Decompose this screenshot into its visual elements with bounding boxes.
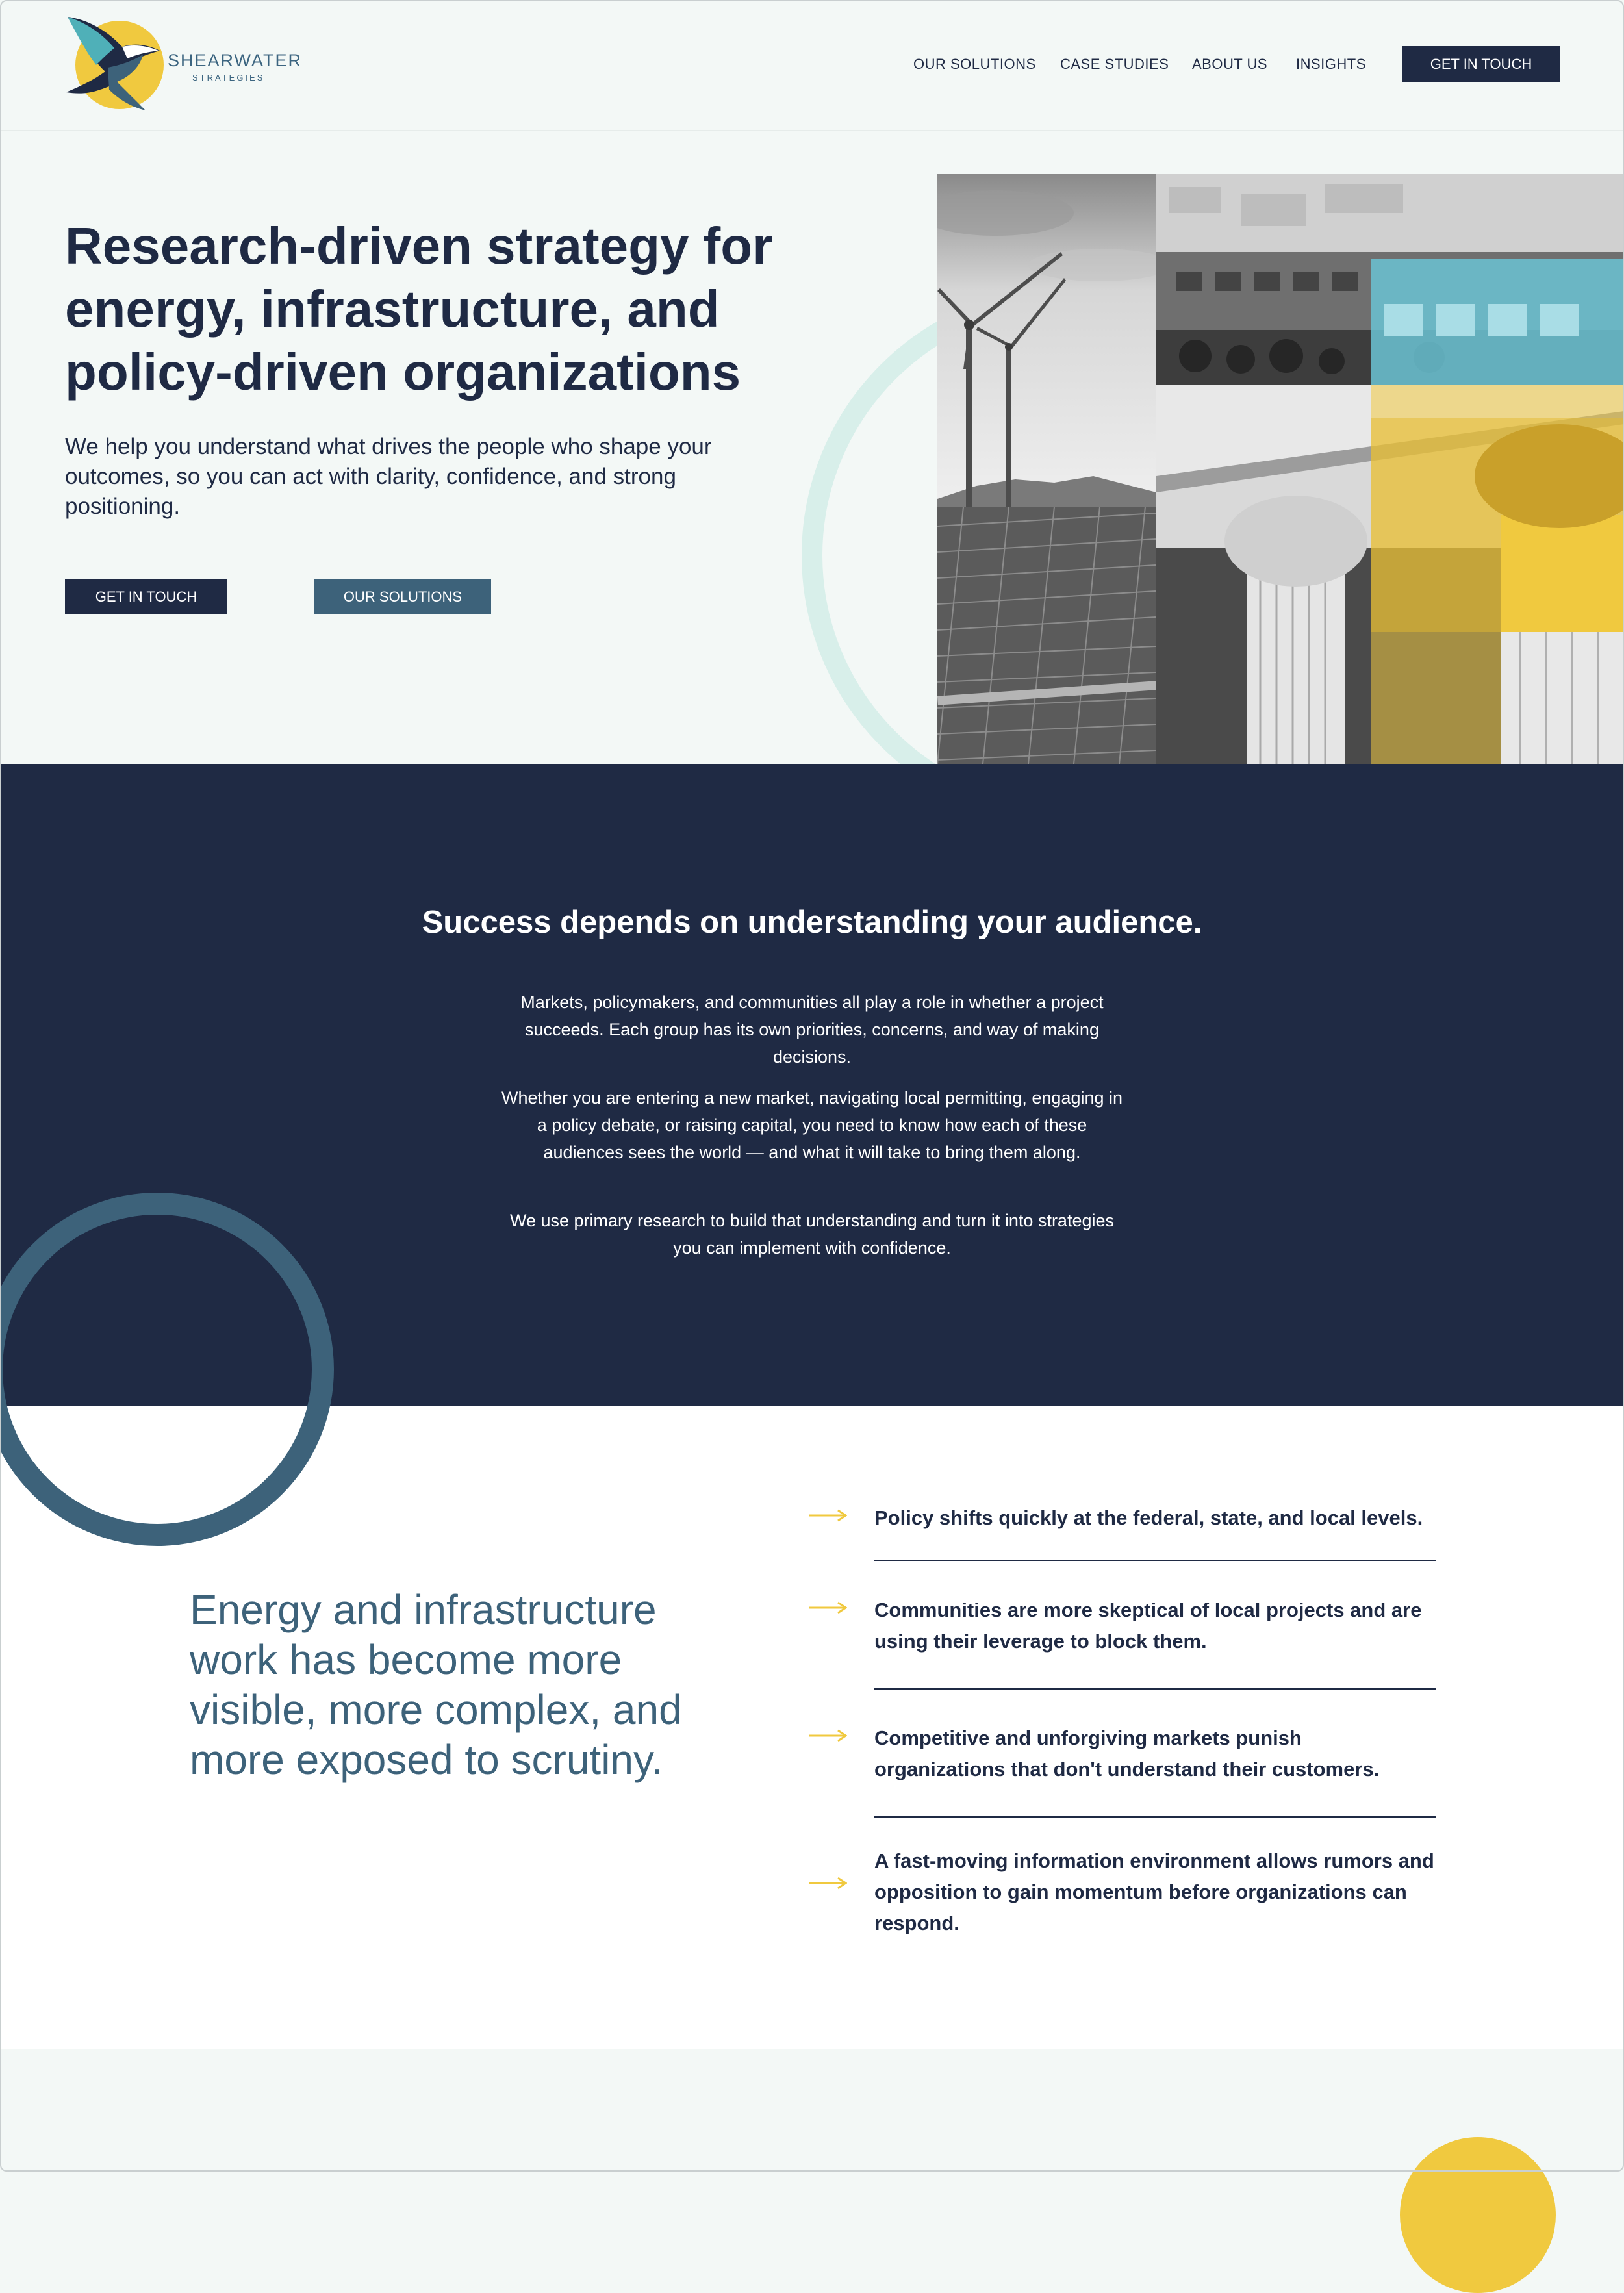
arrow-right-icon xyxy=(809,1877,847,1890)
solar-panels-image xyxy=(937,507,1156,764)
divider xyxy=(874,1560,1436,1561)
challenge-point-text: Communities are more skeptical of local projects and are using their leverage to block them. xyxy=(874,1599,1422,1653)
hero-get-in-touch-button[interactable]: GET IN TOUCH xyxy=(65,579,227,614)
hero-title: Research-driven strategy for energy, infrastructure, and policy-driven organizations xyxy=(65,217,773,401)
audience-paragraph-2: Whether you are entering a new market, navigating local permitting, engaging in a policy debate, or raising capital, you need to know how each of these audiences sees the world — and what it will take to bring them along. xyxy=(501,1088,1123,1162)
arrow-right-icon xyxy=(809,1509,847,1522)
brand-name: SHEARWATER xyxy=(168,51,303,70)
challenge-point-text: A fast-moving information environment allows rumors and opposition to gain momentum before organizations can respond. xyxy=(874,1849,1434,1934)
challenge-point-text: Policy shifts quickly at the federal, state, and local levels. xyxy=(874,1506,1423,1529)
nav-insights[interactable]: INSIGHTS xyxy=(1296,56,1366,72)
audience-paragraph-3: We use primary research to build that understanding and turn it into strategies you can implement with confidence. xyxy=(509,1211,1114,1258)
hero-subtitle: We help you understand what drives the people who shape your outcomes, so you can act with clarity, confidence, and strong positioning. xyxy=(65,434,712,519)
arrow-right-icon xyxy=(809,1601,847,1614)
decorative-sun-circle xyxy=(1400,2137,1556,2293)
challenge-point-text: Competitive and unforgiving markets punish organizations that don't understand their customers. xyxy=(874,1727,1380,1780)
nav-about-us[interactable]: ABOUT US xyxy=(1192,56,1268,72)
nav-our-solutions[interactable]: OUR SOLUTIONS xyxy=(913,56,1036,72)
capitol-columns-image xyxy=(1156,385,1624,764)
nav-case-studies[interactable]: CASE STUDIES xyxy=(1060,56,1169,72)
wind-turbines-image xyxy=(937,174,1156,507)
hero-our-solutions-button[interactable]: OUR SOLUTIONS xyxy=(314,579,491,614)
data-center-aerial-image xyxy=(1156,174,1624,385)
shearwater-bird-icon xyxy=(62,13,173,117)
site-header xyxy=(0,0,1624,131)
brand-tagline: STRATEGIES xyxy=(192,73,265,82)
audience-title: Success depends on understanding your audience. xyxy=(422,905,1202,940)
hero-image-collage xyxy=(937,174,1624,764)
divider xyxy=(874,1688,1436,1690)
header-get-in-touch-button[interactable]: GET IN TOUCH xyxy=(1402,46,1560,82)
divider xyxy=(874,1816,1436,1818)
challenges-statement: Energy and infrastructure work has become more visible, more complex, and more exposed to scrutiny. xyxy=(190,1586,682,1783)
audience-paragraph-1: Markets, policymakers, and communities all play a role in whether a project succeeds. Each group has its own priorities, concerns, and way of making decisions. xyxy=(520,993,1104,1067)
brand-logo[interactable] xyxy=(62,13,303,117)
arrow-right-icon xyxy=(809,1729,847,1742)
